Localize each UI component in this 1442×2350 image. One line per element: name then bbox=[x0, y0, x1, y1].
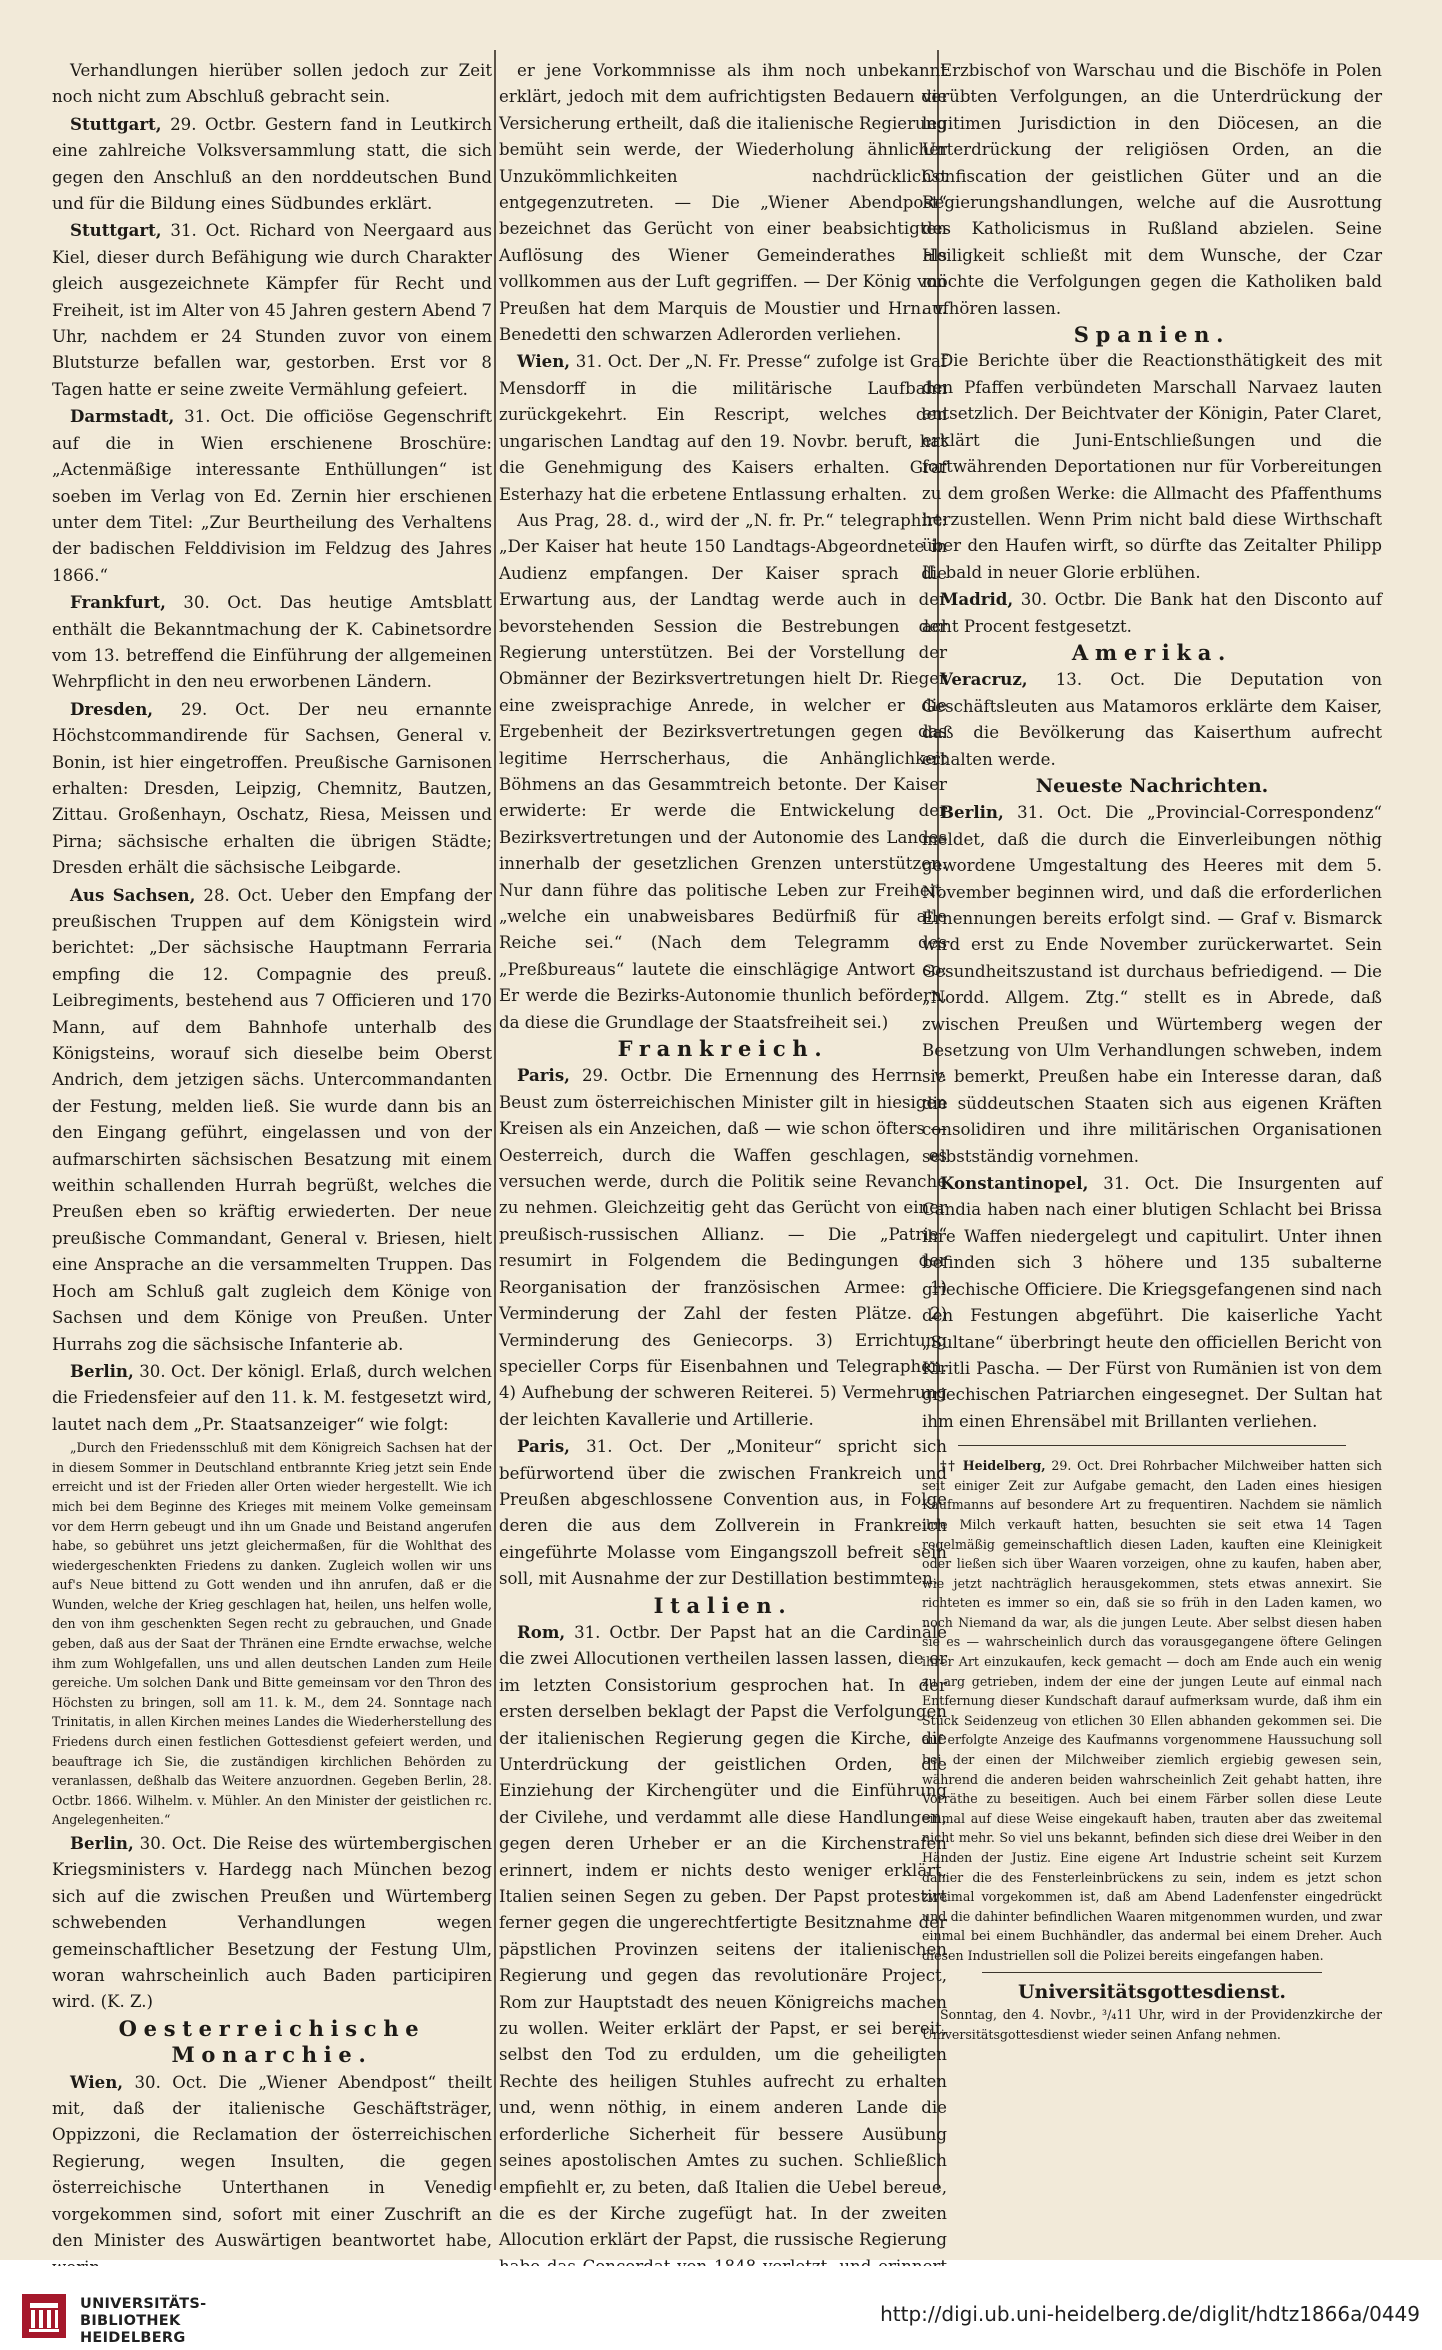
article-text: 28. Oct. Ueber den Empfang der preußischen Truppen auf dem Königstein wird berichtet: „Der sächsische Hauptmann Ferraria empfing die 12. Compagnie des preuß. Leibregiments, bestehend aus 7 Officieren und 170 Mann, auf dem Bahnhofe unterhalb des Königsteins, worauf sich dieselbe beim Oberst Andrich, dem jetzigen sächs. Untercommandanten der Festung, melden ließ. Sie wurde dann bis an den Eingang geführt, eingelassen und von der aufmarschirten sächsischen Besatzung mit einem weithin schallenden Hurrah begrüßt, welches die Preußen eben so kräftig erwiederten. Der neue preußische Commandant, General v. Briesen, hielt eine Ansprache an die versammelten Truppen. Das Hoch am Schluß galt zugleich dem Könige von Sachsen und dem Könige von Preußen. Unter Hurrahs zog die sächsische Infanterie ab. bbox=[52, 885, 492, 1354]
article-paragraph bbox=[499, 58, 947, 348]
article-paragraph bbox=[922, 799, 1382, 1170]
article-paragraph bbox=[922, 58, 1382, 322]
article-text: 30. Oct. Der königl. Erlaß, durch welchen die Friedensfeier auf den 11. k. M. festgesetzt wird, lautet nach dem „Pr. Staatsanzeiger“ wie folgt: bbox=[52, 1361, 492, 1434]
article-paragraph bbox=[499, 348, 947, 507]
article-text: Die Berichte über die Reactionsthätigkeit des mit den Pfaffen verbündeten Marschall Narvaez lauten entsetzlich. Der Beichtvater der Königin, Pater Claret, erklärt die Juni-Entschließungen und die fortwährenden Deportationen nur für Vorbereitungen zu dem großen Werke: die Allmacht des Pfaffenthums herzustellen. Wenn Prim nicht bald diese Wirthschaft über den Haufen wirft, so dürfte das Zeitalter Philipp II. bald in neuer Glorie erblühen. bbox=[922, 351, 1382, 582]
footer-bar bbox=[0, 2266, 1442, 2350]
section-heading: Italien. bbox=[653, 1592, 793, 1618]
article-paragraph bbox=[52, 403, 492, 589]
article-paragraph bbox=[499, 1619, 947, 2307]
dateline-place: Stuttgart, bbox=[70, 113, 162, 134]
article-paragraph bbox=[922, 2005, 1382, 2044]
subsection-heading: Neueste Nachrichten. bbox=[1035, 774, 1269, 797]
article-text: 29. Octbr. Gestern fand in Leutkirch eine zahlreiche Volksversammlung statt, die sich gegen den Anschluß an den norddeutschen Bund und für die Bildung eines Südbundes erklärt. bbox=[52, 114, 492, 214]
library-name-line: BIBLIOTHEK bbox=[80, 2313, 181, 2329]
article-paragraph bbox=[52, 111, 492, 218]
article-text: Verhandlungen hierüber sollen jedoch zur Zeit noch nicht zum Abschluß gebracht sein. bbox=[52, 61, 492, 107]
article-text: Sonntag, den 4. Novbr., ³/₄11 Uhr, wird in der Providenzkirche der Universitätsgottesdienst wieder seinen Anfang nehmen. bbox=[922, 2006, 1382, 2042]
dateline-place: Dresden, bbox=[70, 698, 154, 719]
divider bbox=[982, 1972, 1322, 1973]
article-paragraph bbox=[52, 882, 492, 1358]
article-paragraph bbox=[52, 1830, 492, 2016]
column-middle bbox=[499, 58, 947, 2250]
article-paragraph bbox=[52, 1438, 492, 1830]
dateline-place: Wien, bbox=[70, 2071, 124, 2092]
dateline-place: Frankfurt, bbox=[70, 592, 166, 613]
article-text: 13. Oct. Die Deputation von Geschäftsleuten aus Matamoros erklärte dem Kaiser, daß die Bevölkerung das Kaiserthum aufrecht erhalten werde. bbox=[922, 670, 1382, 769]
article-text: Erzbischof von Warschau und die Bischöfe in Polen verübten Verfolgungen, an die Unterdrückung der legitimen Jurisdiction in den Diöcesen, an die Unterdrückung der religiösen Orden, an die Confiscation der geistlichen Güter und an die Regierungshandlungen, welche auf die Ausrottung des Katholicismus in Rußland abzielen. Seine Heiligkeit schließt mit dem Wunsche, der Czar möchte die Verfolgungen gegen die Katholiken bald aufhören lassen. bbox=[922, 61, 1382, 318]
dateline-place: Berlin, bbox=[70, 1360, 134, 1381]
article-text: 30. Oct. Die „Wiener Abendpost“ theilt mit, daß der italienische Geschäftsträger, Oppizzoni, die Reclamation der österreichischen Regierung, wegen Insulten, die gegen österreichische Unterthanen in Venedig vorgekommen sind, sofort mit einer Zuschrift an den Minister des Auswärtigen beantwortet habe, bbox=[52, 2072, 492, 2251]
article-text: 30. Oct. Die Reise des würtembergischen Kriegsministers v. Hardegg nach München bezog sich auf die zwischen Preußen und Würtemberg schwebenden Verhandlungen wegen gemeinschaftlicher Besetzung der Festung Ulm, woran wahrscheinlich auch Baden participiren wird. (K. Z.) bbox=[52, 1834, 492, 2012]
university-library-logo-icon bbox=[22, 2294, 66, 2338]
article-paragraph bbox=[922, 1170, 1382, 1435]
library-name-line: UNIVERSITÄTS- bbox=[80, 2296, 207, 2312]
dateline-place: Wien, bbox=[517, 351, 571, 372]
article-text: 31. Oct. Der „Moniteur“ spricht sich befürwortend über die zwischen Frankreich und Preußen abgeschlossene Convention aus, in Folge deren die aus dem Zollverein in Frankreich eingeführte Molasse vom Eingangszoll befreit sein soll, mit Ausnahme der zur Destillation bestimmten. bbox=[499, 1437, 947, 1589]
divider bbox=[958, 1445, 1346, 1446]
article-paragraph bbox=[52, 58, 492, 111]
section-heading: Oesterreichische Monarchie. bbox=[118, 2015, 426, 2068]
column-right bbox=[922, 58, 1382, 2148]
article-paragraph bbox=[52, 696, 492, 882]
column-rule bbox=[494, 50, 496, 2190]
article-paragraph bbox=[52, 589, 492, 696]
dateline-place: Rom, bbox=[517, 1621, 566, 1642]
dateline-place: Konstantinopel, bbox=[940, 1173, 1089, 1194]
article-text: 31. Octbr. Der Papst hat an die Cardinäle die zwei Allocutionen vertheilen lassen lassen, die er im letzten Consistorium gesprochen hat. In der ersten derselben beklagt der Papst die Verfolgungen der italienischen Regierung gegen die Kirche, die Unterdrückung der geistlichen Orden, die Einziehung der Kirchengüter und die Einführung der Civilehe, und verdammt alle diese Handlungen, gegen deren Urheber er an die Kirchenstrafen erinnert, indem er nichts desto weniger erklärt, Italien seinen Segen zu geben. Der Papst protestirt ferner gegen die ungerechtfertigte Besitznahme der päpstlichen Provinzen seitens der italienischen Regierung und gegen das revolutionäre Project, Rom zur Hauptstadt des neuen Königreichs machen zu wollen. Weiter erklärt der Papst, er sei bereit, selbst den Tod zu erdulden, um die geheiligten Rechte des heiligen Stuhles aufrecht zu erhalten und, wenn nöthig, in einem anderen Lande die erforderliche Sicherheit für bessere Ausübung seines apostolischen Amtes zu suchen. Schließlich empfiehlt er, zu beten, daß Italien die Uebel bereue, die es der Kirche zugefügt hat. In der zweiten Allocution erklärt der Papst, die russische Regierung bbox=[499, 1622, 947, 2250]
library-name-line: HEIDELBERG bbox=[80, 2330, 186, 2346]
dateline-place: Berlin, bbox=[70, 1833, 134, 1853]
article-text: 29. Oct. Der neu ernannte Höchstcommandirende für Sachsen, General v. Bonin, ist hier eingetroffen. Preußische Garnisonen erhalten: Dresden, Leipzig, Chemnitz, Bautzen, Zittau. Großenhayn, Oschatz, Riesa, Meissen und Pirna; sächsische erhalten die übrigen Städte; Dresden erhält die sächsische Leibgarde. bbox=[52, 699, 492, 878]
article-text: 31. Oct. Die Insurgenten auf Candia haben nach einer blutigen Schlacht bei Brissa ihre Waffen niedergelegt und capitulirt. Unter ihnen befinden sich 3 höhere und 135 subalterne griechische Officiere. Die Kriegsgefangenen sind nach den Festungen abgeführt. Die kaiserliche Yacht „Sultane“ überbringt heute den officiellen Bericht von Kiritli Pascha. — Der Fürst von Rumänien ist von dem griechischen Patriarchen eingesegnet. Der Sultan hat ihm einen Ehrensäbel mit Brillanten verliehen. bbox=[922, 1174, 1382, 1431]
digital-copy-url[interactable]: http://digi.ub.uni-heidelberg.de/diglit/hdtz1866a/0449 bbox=[880, 2302, 1420, 2326]
article-text: 31. Oct. Die „Provincial-Correspondenz“ meldet, daß die durch die Einverleibungen nöthig gewordene Umgestaltung des Heeres mit dem 5. November beginnen wird, und daß die erforderlichen Ernennungen bereits erfolgt sind. — Graf v. Bismarck wird erst zu Ende November zurückerwartet. Sein Gesundheitszustand ist durchaus befriedigend. — Die „Nordd. Allgem. Ztg.“ stellt es in Abrede, daß zwischen Preußen und Würtemberg wegen der Besetzung von Ulm Verhandlungen schweben, indem sie bemerkt, Preußen habe ein Interesse daran, daß die süddeutschen Staaten sich aus eigenen Kräften consolidiren und ihre militärischen Organisationen selbstständig vornehmen. bbox=[922, 803, 1382, 1166]
section-heading: Amerika. bbox=[1071, 639, 1233, 665]
dateline-place: Darmstadt, bbox=[70, 406, 175, 427]
section-heading: Frankreich. bbox=[617, 1036, 829, 1062]
article-paragraph bbox=[52, 217, 492, 403]
article-text: 31. Oct. Der „N. Fr. Presse“ zufolge ist Graf Mensdorff in die militärische Laufbahn zurückgekehrt. Ein Rescript, welches den ungarischen Landtag auf den 19. Novbr. beruft, hat die Genehmigung des Kaisers erhalten. Graf Esterhazy hat die erbetene Entlassung erhalten. bbox=[499, 352, 947, 504]
dateline-place: Veracruz, bbox=[940, 669, 1028, 690]
dateline-place: Paris, bbox=[517, 1065, 570, 1086]
article-text: 31. Oct. Die officiöse Gegenschrift auf die in Wien erschienene Broschüre: „Actenmäßige interessante Enthüllungen“ ist soeben im Verlag von Ed. Zernin hier erschienen unter dem Titel: „Zur Beurtheilung des Verhaltens der badischen Felddivision im Feldzug des Jahres 1866.“ bbox=[52, 407, 492, 585]
article-text: 30. Octbr. Die Bank hat den Disconto auf acht Procent festgesetzt. bbox=[922, 590, 1382, 636]
article-paragraph bbox=[52, 2069, 492, 2281]
column-left bbox=[52, 58, 492, 2251]
article-text: 30. Oct. Das heutige Amtsblatt enthält die Bekanntmachung der K. Cabinetsordre vom 13. betreffend die Einführung der allgemeinen Wehrpflicht in den neu erworbenen Ländern. bbox=[52, 593, 492, 692]
article-text: 31. Oct. Richard von Neergaard aus Kiel, dieser durch Befähigung wie durch Charakter gleich ausgezeichnete Kämpfer für Recht und Freiheit, ist im Alter von 45 Jahren gestern Abend 7 Uhr, nachdem er 24 Stunden zuvor von einem Blutsturze befallen war, gestorben. Erst vor 8 Tagen hatte er seine zweite Vermählung gefeiert. bbox=[52, 221, 492, 399]
article-paragraph bbox=[922, 348, 1382, 586]
article-text: 29. Octbr. Die Ernennung des Herrn v. Beust zum österreichischen Minister gilt in hiesigen Kreisen als ein Anzeichen, daß — wie schon öfters — Oesterreich, durch die Waffen geschlagen, es versuchen werde, durch die Politik seine Revanche zu nehmen. Gleichzeitig geht das Gerücht von einer preußisch-russischen Allianz. — Die „Patrie“ resumirt in Folgendem die Bedingungen der Reorganisation der französischen Armee: 1) Verminderung der Zahl der festen Plätze. 2) Verminderung des Geniecorps. 3) Errichtung specieller Corps für Eisenbahnen und Telegraphen. 4) Aufhebung der schweren Reiterei. 5) Vermehrung der leichten Kavallerie und Artillerie. bbox=[499, 1066, 947, 1429]
dateline-place: †† Heidelberg, bbox=[940, 1458, 1046, 1474]
article-paragraph bbox=[922, 666, 1382, 773]
article-text: „Durch den Friedensschluß mit dem Königreich Sachsen hat der in diesem Sommer in Deutschland entbrannte Krieg jetzt sein Ende erreicht und ist der Frieden aller Orten wieder hergestellt. Wie ich mich bei dem Beginne des Krieges mit meinem Volke gemeinsam vor dem Herrn gebeugt und ihn um Gnade und Beistand angerufen habe, so gebühret uns jetzt gleichermaßen, für die Wohlthat des wiedergeschenkten Friedens zu danken. Zugleich wollen wir uns auf's Neue bittend zu Gott wenden und ihn anrufen, daß er die Wunden, welche der Krieg geschlagen hat, heilen, uns helfen wolle, den von ihm geschenkten Segen recht zu gebrauchen, und Gnade geben, daß aus der Saat der Thränen eine Erndte erwachse, welche ihm zum Wohlgefallen, uns und allen deutschen Landen zum Heile gereiche. Um solchen Dank und Bitte gemeinsam vor den Thron des Höchsten zu bringen, soll am 11. k. M., dem 24. Sonntage nach Trinitatis, in allen Kirchen meines Landes die Wiederherstellung des Friedens durch einen festlichen Gottesdienst gefeiert werden, und beauftrage ich Sie, die zuständigen kirchlichen Behörden zu veranlassen, deßhalb das Weitere anzuordnen. Gegeben Berlin, 28. Octbr. 1866. Wilhelm. v. Mühler. An den Minister der geistlichen rc. Angelegenheiten.“ bbox=[52, 1440, 492, 1828]
article-paragraph bbox=[922, 586, 1382, 640]
article-text: 29. Oct. Drei Rohrbacher Milchweiber hatten sich seit einiger Zeit zur Aufgabe gemacht, den Laden eines hiesigen Kaufmanns auf besondere Art zu frequentiren. Nachdem sie nämlich ihre Milch verkauft hatten, besuchten sie seit etwa 14 Tagen regelmäßig gemeinschaftlich diesen Laden, kauften eine Kleinigkeit oder ließen sich über Waaren vorzeigen, ohne zu kaufen, haben aber, wie jetzt nachträglich herausgekommen, stets etwas annexirt. Sie richteten es immer so ein, daß sie so früh in den Laden kamen, wo noch Niemand da war, als die jungen Leute. Aber selbst diesen haben sie es — wahrscheinlich durch das vorausgegangene öftere Gelingen ihrer Art einzukaufen, keck gemacht — doch am Ende auch ein wenig zu arg getrieben, indem der eine der jungen Leute auf einmal nach Entfernung dieser Kundschaft darauf aufmerksam wurde, daß ihm ein Stück Seidenzeug von etlichen 30 Ellen abhanden gekommen sei. Die auf erfolgte Anzeige des Kaufmanns vorgenommene Haussuchung soll bei der einen der Milchweiber ziemlich ergiebig gewesen sein, während die anderen beiden wahrscheinlich Zeit gehabt hatten, ihre Vorräthe zu beseitigen. Auch bei einem Färber sollen diese Leute einmal auf diese Weise eingekauft haben, trauten aber das zweitemal nicht mehr. So viel uns bekannt, befinden sich diese drei Weiber in den Händen der Justiz. Eine eigene Art Industrie scheint seit Kurzem dahier die des Fensterleinbrückens zu sein, indem es jetzt schon zweimal vorgekommen ist, daß am Abend Ladenfenster eingedrückt und die dahinter befindlichen Waaren mitgenommen wurden, und zwar einmal bei einem Buchhändler, das andermal bei einem Dreher. Auch diesen Industriellen soll die Polizei bereits eingefangen haben. bbox=[922, 1458, 1382, 1963]
dateline-place: Paris, bbox=[517, 1436, 570, 1457]
subsection-heading: Universitätsgottesdienst. bbox=[1017, 1980, 1286, 2003]
article-paragraph bbox=[499, 1433, 947, 1592]
dateline-place: Stuttgart, bbox=[70, 220, 162, 241]
section-heading: Spanien. bbox=[1073, 322, 1231, 348]
library-name bbox=[80, 2296, 206, 2347]
article-text: er jene Vorkommnisse als ihm noch unbekannt erklärt, jedoch mit dem aufrichtigsten Bedauern die Versicherung ertheilt, daß die italienische Regierung bemüht sein werde, der Wiederholung ähnlicher Unzukömmlichkeiten nachdrücklichst entgegenzutreten. — Die „Wiener Abendpost“ bezeichnet das Gerücht von einer beabsichtigten Auflösung des Wiener Gemeinderathes als vollkommen aus der Luft gegriffen. — Der König von Preußen hat dem Marquis de Moustier und Hrn. v. Benedetti den schwarzen Adlerorden verliehen. bbox=[499, 61, 947, 345]
article-paragraph bbox=[922, 1456, 1382, 1965]
dateline-place: Berlin, bbox=[940, 802, 1004, 823]
article-text: Aus Prag, 28. d., wird der „N. fr. Pr.“ telegraphirt: „Der Kaiser hat heute 150 Landtags-Abgeordnete in Audienz empfangen. Der Kaiser sprach die Erwartung aus, der Landtag werde auch in der bevorstehenden Session die Bestrebungen der Regierung unterstützen. Bei der Vorstellung der Obmänner der Bezirksvertretungen hielt Dr. Rieger eine zweisprachige Anrede, in welcher er die Ergebenheit der Bezirksvertretungen gegen das legitime Herrscherhaus, die Anhänglichkeit Böhmens an das Gesammtreich betonte. Der Kaiser erwiderte: Er werde die Entwickelung der Bezirksvertretungen und der Autonomie des Landes innerhalb der gesetzlichen Grenzen unterstützen. Nur dann führe das politische Leben zur Freiheit, „welche ein unabweisbares Bedürfniß für alle Reiche sei.“ (Nach dem Telegramm des „Preßbureaus“ lautete die einschlägige Antwort so: Er werde die Bezirks-Autonomie thunlich befördern, da diese die Grundlage der Staatsfreiheit sei.) bbox=[499, 510, 947, 1032]
article-paragraph bbox=[52, 1358, 492, 1438]
article-paragraph bbox=[499, 1062, 947, 1433]
dateline-place: Aus Sachsen, bbox=[70, 884, 196, 905]
article-paragraph bbox=[499, 508, 947, 1036]
dateline-place: Madrid, bbox=[940, 589, 1014, 610]
